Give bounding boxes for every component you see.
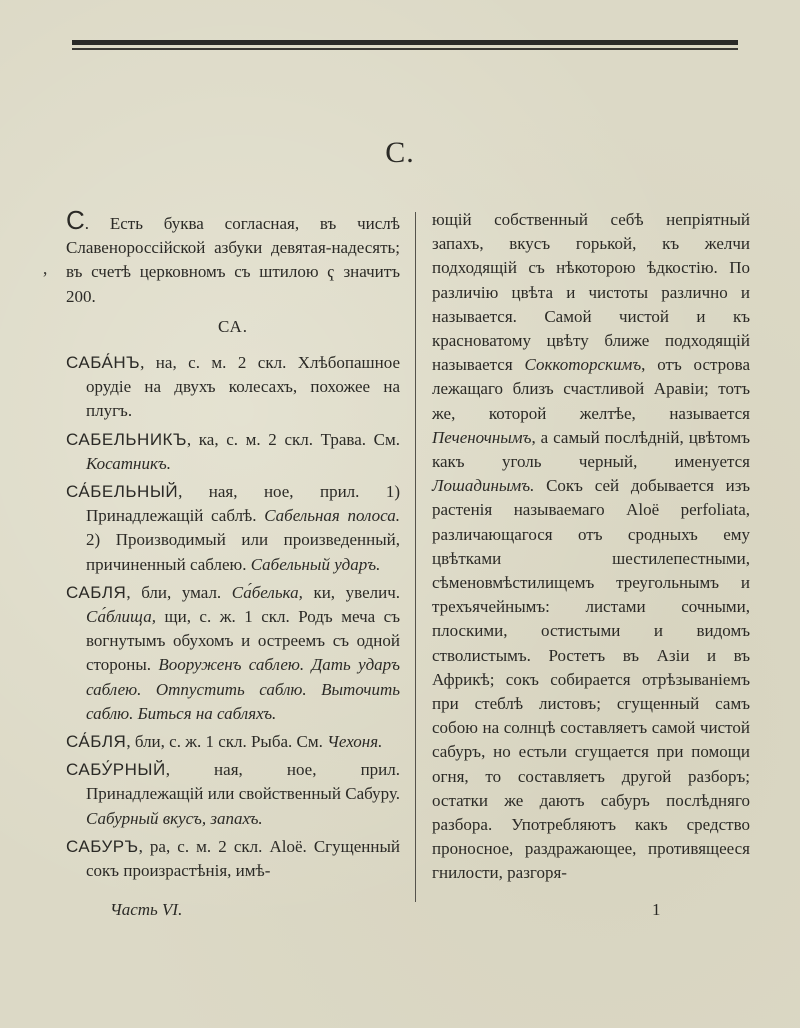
intro-text: . Есть буква согласная, въ числѣ Славенороссійской азбуки девятая-надесять; въ счетѣ церковномъ съ штилою ҁ значитъ 200. — [66, 214, 400, 306]
section-letter: С. — [385, 136, 415, 169]
entry-headword: САБЛЯ — [66, 582, 127, 602]
body-text: ющій собственный себѣ непріятный запахъ, вкусъ горькой, къ желчи подходящій съ нѣкоторою ѣдкостію. По различію цвѣта и чистоты различно и называется. Самой чистой и къ красноватому цвѣту ближе подходящій называется — [432, 210, 750, 375]
entry-headword: САБА́НЪ — [66, 353, 141, 373]
entry-italic: Вооруженъ саблею. Дать ударъ саблею. Отпустить саблю. Выточить саблю. Биться на сабляхъ. — [86, 655, 400, 723]
body-italic: Печеночнымъ — [432, 427, 532, 447]
signature-mark: 1 — [652, 900, 661, 919]
entry-sabur — [66, 835, 400, 883]
entry-text: , бли, с. ж. 1 скл. Рыба. См. — [126, 732, 328, 752]
right-column — [432, 208, 750, 892]
entry-italic: Сабельная полоса. — [264, 506, 400, 526]
column-divider — [415, 212, 416, 902]
intro-paragraph — [66, 205, 400, 309]
left-column — [66, 205, 400, 887]
drop-cap: С — [66, 205, 85, 235]
header-rule — [72, 40, 738, 45]
entry-headword: СА́БЕЛЬНЫЙ — [66, 482, 179, 502]
entry-text: , ра, с. м. 2 скл. Aloë. Сгущенный сокъ произрастѣнія, имѣ- — [86, 836, 400, 881]
body-text: , а самый послѣдній, цвѣтомъ какъ уголь черный, именуется — [432, 427, 750, 472]
entry-text: 2) Производимый или произведенный, причиненный саблею. — [86, 530, 400, 574]
entry-italic: Са́белька, — [231, 582, 303, 602]
entry-saburny — [66, 758, 400, 831]
margin-mark: ʼ — [42, 268, 48, 288]
entry-sablya — [66, 581, 400, 726]
entry-headword: САБУРЪ — [66, 836, 139, 856]
body-italic: Соккоторскимъ — [524, 355, 642, 375]
entry-text: , на, с. м. 2 скл. Хлѣбопашное орудіе на двухъ колесахъ, похожее на плугъ. — [86, 353, 400, 421]
entry-italic: Косатникъ. — [86, 453, 171, 473]
entry-text: , бли, умал. — [126, 582, 232, 602]
entry-text: , ка, с. м. 2 скл. Трава. См. — [186, 429, 400, 449]
sub-heading: СА. — [217, 316, 249, 336]
header-rule-thin — [72, 48, 738, 50]
entry-headword: САБЕЛЬНИКЪ — [66, 429, 187, 449]
entry-italic: Сабельный ударъ. — [250, 554, 381, 574]
entry-headword: СА́БЛЯ — [66, 732, 127, 752]
entry-sabelny — [66, 480, 400, 577]
body-italic: Лошадинымъ. — [432, 476, 535, 496]
entry-italic: Чехоня. — [327, 732, 383, 752]
body-text: Сокъ сей добывается изъ растенія называемаго Aloë perfoliata, различающагося отъ сродныхъ ему цвѣтками шестилепестными, сѣменовмѣстилищемъ треугольнымъ и трехъячейнымъ: листами сочными, плоскими, остистыми и видомъ стволистымъ. Ростетъ въ Азіи и въ Африкѣ; сокъ собирается отрѣзываніемъ при стеблѣ листовъ; сгущенный самъ собою на солнцѣ составляетъ самой чистой сабуръ, но естьли сгущается при помощи огня, то составляетъ другой разборъ; остатки же даютъ сабуръ послѣдняго разбора. Употребляютъ какъ средство проносное, раздражающее, противящееся гнилости, разгоря- — [432, 476, 750, 883]
continuation-paragraph — [432, 208, 750, 886]
entry-sabelnik — [66, 428, 400, 476]
entry-text: ки, увелич. — [302, 582, 400, 602]
entry-text: щи, с. ж. 1 скл. Родъ меча съ вогнутымъ обухомъ и остреемъ съ одной стороны. — [86, 607, 400, 675]
entry-italic: Са́блища, — [86, 607, 157, 627]
entry-saban — [66, 351, 400, 424]
entry-sablya-fish — [66, 730, 400, 754]
entry-text: , ная, ное, прил. Принадлежащій или свойственный Сабуру. — [86, 760, 400, 804]
entry-italic: Сабурный вкусъ, запахъ. — [86, 808, 263, 828]
volume-footer: Часть VI. — [110, 900, 183, 919]
body-text: , отъ острова лежащаго близъ счастливой Аравіи; тотъ же, которой желтѣе, называется — [432, 355, 750, 423]
entry-text: , ная, ное, прил. 1) Принадлежащій саблѣ. — [86, 482, 400, 526]
entry-headword: САБУ́РНЫЙ — [66, 760, 166, 780]
